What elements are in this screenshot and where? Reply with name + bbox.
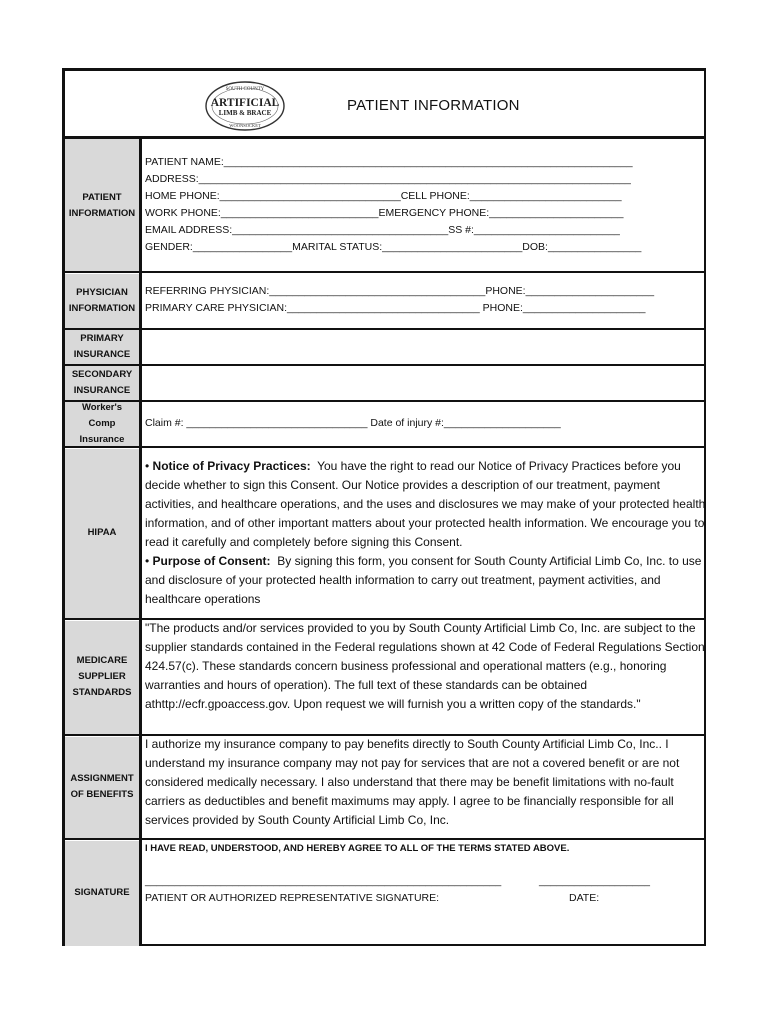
section-label-secondary-insurance: SECONDARY INSURANCE [65,365,142,401]
signature-line[interactable]: _____________________________________________________________ [145,875,502,887]
date-line[interactable]: ___________________ [539,875,650,887]
svg-text:WOONSOCKET: WOONSOCKET [229,123,261,128]
medicare-supplier-standards-text: "The products and/or services provided to you by South County Artificial Limb Co, Inc. are subject to the supplier standards contained in the Federal regulations shown at 42 Code of Federal Regulations Section 424.57(c). These standards concern business professional and operational matters (e.g., honoring warranties and hours of operation). The full text of these standards can be obtained athttp://ecfr.gpoaccess.gov. Upon request we will furnish you a written copy of the standards." [145,621,705,711]
referring-physician-field[interactable]: REFERRING PHYSICIAN:_____________________________________PHONE:______________________ [145,285,655,297]
section-label-hipaa: HIPAA [65,447,142,619]
assignment-of-benefits-text: I authorize my insurance company to pay benefits directly to South County Artificial Limb Co, Inc.. I understand my insurance company may not pay for services that are not a covered benefit or are not considered medically necessary. I also understand that there may be benefit limitations with no-fault carriers as deductibles and benefit maximums may apply. I agree to be financially responsible for all services provided by South County Artificial Limb Co, Inc. [145,737,680,827]
gender-marital-dob-fields[interactable]: GENDER:_________________MARITAL STATUS:________________________DOB:________________ [145,241,642,253]
phone-fields[interactable]: HOME PHONE:_______________________________CELL PHONE:__________________________ [145,190,622,202]
section-label-primary-insurance: PRIMARY INSURANCE [65,329,142,365]
svg-text:SOUTH COUNTY: SOUTH COUNTY [225,87,265,92]
address-field[interactable]: ADDRESS:__________________________________________________________________________ [145,173,631,185]
section-label-medicare: MEDICARE SUPPLIER STANDARDS [65,619,142,735]
email-ss-fields[interactable]: EMAIL ADDRESS:_____________________________________SS #:_________________________ [145,224,620,236]
work-emergency-phone-fields[interactable]: WORK PHONE:___________________________EMERGENCY PHONE:_______________________ [145,207,624,219]
row-divider [65,364,704,366]
row-divider [65,400,704,402]
section-label-patient: PATIENT INFORMATION [65,139,142,273]
svg-text:LIMB & BRACE: LIMB & BRACE [218,109,272,117]
section-label-workers-comp: Worker's Comp Insurance [65,401,142,447]
purpose-of-consent-paragraph: • Purpose of Consent: By signing this form, you consent for South County Artificial Limb Co, Inc. to use and disclosure of your protected health information to carry out treatment, payment activities, and healthcare operations [145,554,702,606]
form-header [65,71,704,139]
privacy-notice-paragraph: • Notice of Privacy Practices: You have the right to read our Notice of Privacy Practices before you decide whether to sign this Consent. Our Notice provides a description of our treatment, payment activities, and healthcare operations, and the uses and disclosures we may make of your protected health information, and of other important matters about your protected health information. We encourage you to read it carefully and completely before signing this Consent. [145,459,706,549]
section-label-assignment: ASSIGNMENT OF BENEFITS [65,735,142,839]
hipaa-text [145,457,707,609]
row-divider [65,271,704,273]
primary-care-physician-field[interactable]: PRIMARY CARE PHYSICIAN:_________________________________ PHONE:_____________________ [145,302,646,314]
patient-name-field[interactable]: PATIENT NAME:______________________________________________________________________ [145,156,633,168]
patient-information-form [62,68,706,946]
workers-comp-claim-field[interactable]: Claim #: _______________________________ Date of injury #:____________________ [145,417,561,429]
section-label-physician: PHYSICIAN INFORMATION [65,273,142,329]
row-divider [65,328,704,330]
form-title: PATIENT INFORMATION [347,97,520,114]
row-divider [65,446,704,448]
agreement-statement: I HAVE READ, UNDERSTOOD, AND HEREBY AGREE TO ALL OF THE TERMS STATED ABOVE. [145,843,570,854]
svg-text:ARTIFICIAL: ARTIFICIAL [210,97,280,109]
section-label-signature: SIGNATURE [65,839,142,946]
row-divider [65,838,704,840]
date-label: DATE: [569,892,600,904]
signature-label: PATIENT OR AUTHORIZED REPRESENTATIVE SIGNATURE: [145,892,440,904]
company-logo [203,77,287,135]
